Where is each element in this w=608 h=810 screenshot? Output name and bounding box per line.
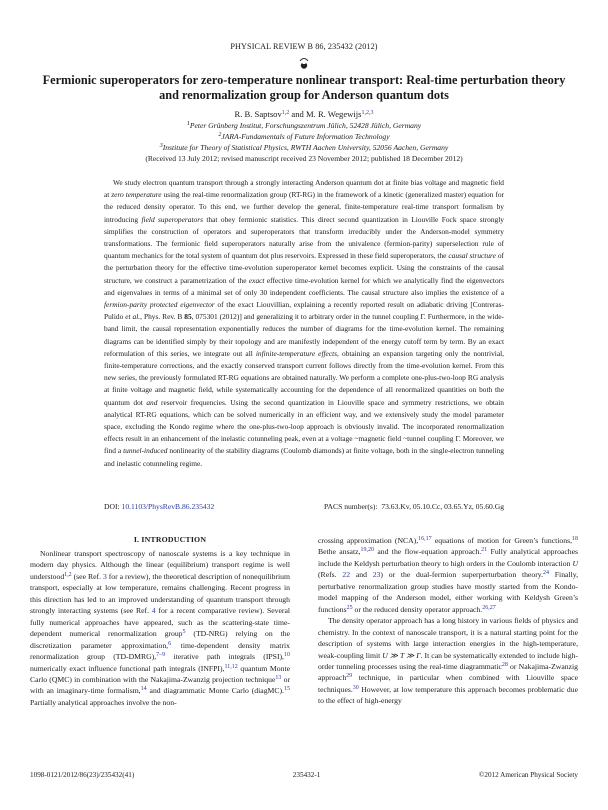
citation-link[interactable]: 25 bbox=[346, 604, 353, 611]
section-heading: I. INTRODUCTION bbox=[133, 535, 207, 544]
footer-page-number: 235432-1 bbox=[292, 771, 321, 779]
running-head: PHYSICAL REVIEW B 86, 235432 (2012) bbox=[230, 42, 378, 51]
right-column bbox=[318, 535, 578, 707]
pacs-numbers: PACS number(s): 73.63.Kv, 05.10.Cc, 03.65.Yz, 05.60.Gg bbox=[324, 502, 504, 511]
citation-link[interactable]: 24 bbox=[543, 570, 550, 577]
affiliation: $^1$Peter Grünberg Institut, Forschungszentrum Jülich, 52428 Jülich, Germany bbox=[186, 121, 422, 130]
received-dates: (Received 13 July 2012; revised manuscript received 23 November 2012; published 18 December 2012) bbox=[145, 154, 463, 163]
affiliation-link[interactable]: 1,2,3 bbox=[361, 110, 374, 116]
doi-link[interactable]: 10.1103/PhysRevB.86.235432 bbox=[121, 502, 215, 511]
citation-link[interactable]: 14 bbox=[140, 686, 147, 693]
citation-link[interactable]: 23 bbox=[372, 570, 381, 580]
citation-link[interactable]: 22 bbox=[342, 570, 351, 580]
left-column bbox=[30, 548, 290, 708]
crossmark-icon[interactable] bbox=[297, 56, 311, 70]
citation-link[interactable]: 13 bbox=[275, 674, 282, 681]
footer-issn: 1098-0121/2012/86(23)/235432(41) bbox=[30, 771, 135, 779]
citation-link[interactable]: 5 bbox=[182, 629, 186, 636]
abstract: We study electron quantum transport through a strongly interacting Anderson quantum dot at finite bias voltage and magnetic field at zero temperature using the real-time renormalization group (RT-RG) in the framework of a kinetic (generalized master) equation for the reduced density operator. To this end, we further develop the general, finite-temperature real-time transport formalism by introducing field superoperators that obey fermionic statistics. This direct second quantization in Liouville Fock space strongly simplifies the construction of operators and superoperators that transform irreducibly under the Anderson-model symmetry transformations. The fermionic field superoperators naturally arise from the univalence (fermion-parity) superselection rule of quantum mechanics for the total system of quantum dot plus reservoirs. Expressed in these field superoperators, the causal structure of the perturbation theory for the effective time-evolution superoperator kernel becomes explicit. Using the constraints of the causal structure, we construct a parametrization of the exact effective time-evolution kernel for which we analytically find the eigenvectors and eigenvalues in terms of a minimal set of only 30 independent coefficients. The causal structure also implies the existence of a fermion-parity protected eigenvector of the exact Liouvillian, explaining a recently reported result on adiabatic driving [Contreras-Pulido et al., Phys. Rev. B 85, 075301 (2012)] and generalizing it to arbitrary order in the tunnel coupling Γ. Furthermore, in the wide-band limit, the causal representation exponentially reduces the number of diagrams for the time-evolution kernel. The remaining diagrams can be identified simply by their topology and are manifestly independent of the energy cutoff term by term. By an exact reformulation of this series, we integrate out all infinite-temperature effects, obtaining an expansion targeting only the nontrivial, finite-temperature corrections, and the exactly conserved transport current follows directly from the time-evolution kernel. From this new series, the previously formulated RT-RG equations are obtained naturally. We perform a complete one-plus-two-loop RG analysis at finite voltage and magnetic field, while systematically accounting for the dependence of all renormalized quantities on both the quantum dot and reservoir frequencies. Using the second quantization in Liouville space and symmetry restrictions, we obtain analytical RT-RG equations, which can be solved numerically in an efficient way, and we extensively study the model parameter space, excluding the Kondo regime where the one-plus-two-loop approach is obviously invalid. The incorporated renormalization effects result in an enhancement of the inelastic cotunneling peak, even at a voltage ~magnetic field ~tunnel coupling Γ. Moreover, we find a tunnel-induced nonlinearity of the stability diagrams (Coulomb diamonds) at finite voltage, both in the single-electron tunneling and inelastic cotunneling regime. bbox=[104, 178, 504, 468]
citation-link[interactable]: 18 bbox=[572, 536, 578, 542]
citation-link[interactable]: 16,17 bbox=[418, 536, 432, 542]
citation-link[interactable]: 15 bbox=[283, 686, 290, 693]
paragraph: The density operator approach has a long history in various fields of physics and chemistry. In the context of nanoscale transport, it is a natural starting point for the description of systems with large interaction energies in the high-temperature, weak-coupling limit U ≫ T ≫ Γ. It can be systematically extended to include high-order tunneling processes using the real-time diagrammatic$^{28}$ or Nakajima-Zwanzig approach$^{29}$ technique, in particular when combined with Liouville space techniques.$^{30}$ However, at low temperature this approach becomes problematic due to the effect of high-energy bbox=[318, 616, 578, 706]
doi-pacs-row bbox=[104, 502, 504, 511]
citation-link[interactable]: 6 bbox=[168, 640, 172, 647]
citation-link[interactable]: 26,27 bbox=[482, 604, 496, 611]
citation-link[interactable]: 30 bbox=[352, 684, 359, 691]
doi: DOI: 10.1103/PhysRevB.86.235432 bbox=[104, 502, 215, 511]
footer-copyright: ©2012 American Physical Society bbox=[478, 771, 578, 779]
affiliation-link[interactable]: 1,2 bbox=[281, 110, 290, 116]
affiliation: $^2$JARA-Fundamentals of Future Information Technology bbox=[218, 132, 390, 141]
paragraph: crossing approximation (NCA),$^{16,17}$ equations of motion for Green’s functions,$^{18}$ Bethe ansatz,$^{19,20}$ and the flow-equation approach.$^{21}$ Fully analytical approaches include the Keldysh perturbation theory to high orders in the Coulomb interaction U (Refs. 22 and 23) or the dual-fermion superperturbation theory.$^{24}$ Finally, perturbative renormalization group studies have mostly started from the Kondo-model mapping of the Anderson model, either working with Keldysh Green’s functions$^{25}$ or the reduced density operator approach.$^{26,27}$ bbox=[318, 536, 578, 614]
author-name: R. B. Saptsov bbox=[234, 109, 282, 119]
citation-link[interactable]: 19,20 bbox=[360, 547, 374, 554]
author-list: R. B. Saptsov$^{1,2}$ and M. R. Wegewijs$^{1,2,3}$ bbox=[234, 109, 374, 119]
paper-title: Fermionic superoperators for zero-temperature nonlinear transport: Real-time perturbation theory and renormalization group for Anderson quantum dots bbox=[42, 73, 566, 102]
affiliation: $^3$Institute for Theory of Statistical Physics, RWTH Aachen University, 52056 Aachen, Germany bbox=[159, 143, 449, 152]
citation-link[interactable]: 29 bbox=[346, 673, 353, 680]
page-footer bbox=[30, 771, 578, 779]
citation-link[interactable]: 28 bbox=[501, 661, 508, 668]
citation-link[interactable]: 3 bbox=[102, 571, 107, 581]
citation-link[interactable]: 21 bbox=[481, 547, 488, 554]
citation-link[interactable]: 10 bbox=[283, 652, 290, 659]
citation-link[interactable]: 4 bbox=[151, 606, 156, 616]
author-name: M. R. Wegewijs bbox=[306, 109, 362, 119]
paragraph: Nonlinear transport spectroscopy of nanoscale systems is a key technique in modern day physics. Although the linear (equilibrium) transport regime is well understood$^{1,2}$ (see Ref. 3 for a review), the theoretical description of nonequilibrium transport, especially at low temperature, remains challenging. Recent progress in this direction has led to an improved understanding of quantum transport through strongly interacting systems (see Ref. 4 for a recent comparative review). Several fully numerical approaches have appeared, such as the scattering-state time-dependent numerical renormalization group$^5$ (TD-NRG) relying on the discretization parameter approximation,$^6$ time-dependent density matrix renormalization group (TD-DMRG),$^{7-9}$ iterative path integrals (IPSI),$^{10}$ numerically exact influence functional path integrals (INFPI),$^{11,12}$ quantum Monte Carlo (QMC) in combination with the Nakajima-Zwanzig projection technique$^{13}$ or with an imaginary-time formalism,$^{14}$ and diagrammatic Monte Carlo (diagMC).$^{15}$ Partially analytical approaches involve the non- bbox=[30, 549, 291, 707]
citation-link[interactable]: 7–9 bbox=[156, 652, 166, 659]
citation-link[interactable]: 11,12 bbox=[224, 663, 238, 670]
citation-link[interactable]: 1,2 bbox=[64, 571, 72, 578]
